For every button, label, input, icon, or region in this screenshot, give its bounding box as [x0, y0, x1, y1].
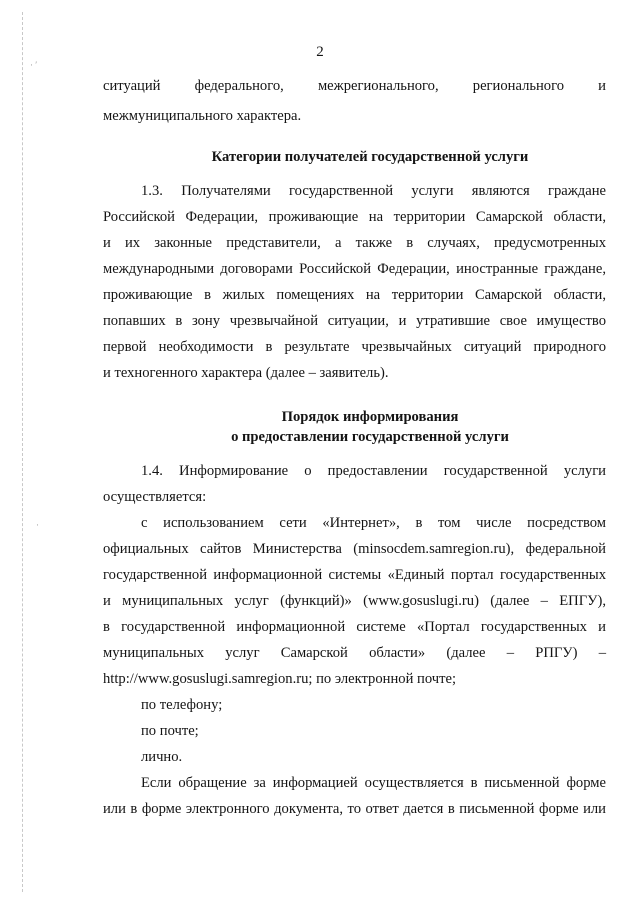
text-line: межмуниципального характера. — [103, 108, 302, 124]
section-heading-informing-line2: о предоставлении государственной услуги — [231, 429, 509, 445]
word: (далее — [446, 645, 486, 661]
paragraph-line: и их законные представители, а также в случаях, предусмотренных — [103, 235, 606, 251]
paragraph-line: осуществляется: — [103, 489, 207, 505]
paragraph-line: государственной информационной системы «Единый портал государственных — [103, 567, 606, 583]
paragraph-line: 1.4. Информирование о предоставлении государственной услуги — [141, 463, 606, 479]
word: РПГУ) — [535, 645, 578, 661]
paragraph-line: с использованием сети «Интернет», в том числе посредством — [141, 515, 606, 531]
word: услуг — [225, 645, 260, 661]
word: регионального — [472, 78, 565, 94]
page-number: 2 — [316, 44, 324, 60]
word: межрегионального, — [317, 78, 439, 94]
word: – — [598, 645, 606, 661]
text-line — [103, 76, 606, 96]
scan-margin-line — [22, 12, 23, 892]
word: и — [598, 78, 606, 94]
paragraph-line: первой необходимости в результате чрезвычайных ситуаций природного — [103, 339, 606, 355]
margin-mark: · ′ — [30, 60, 38, 70]
word: – — [506, 645, 514, 661]
word: области» — [369, 645, 426, 661]
margin-mark: · — [36, 520, 39, 530]
list-item-phone: по телефону; — [141, 697, 223, 713]
word: Самарской — [280, 645, 348, 661]
paragraph-line: в государственной информационной системе «Портал государственных и — [103, 619, 606, 635]
section-heading-informing: Порядок информирования — [281, 409, 459, 425]
paragraph-line: и муниципальных услуг (функций)» (www.gosuslugi.ru) (далее – ЕПГУ), — [103, 593, 606, 609]
paragraph-line: попавших в зону чрезвычайной ситуации, и утратившие свое имущество — [103, 313, 606, 329]
paragraph-line: 1.3. Получателями государственной услуги являются граждане — [141, 183, 606, 199]
paragraph-line: или в форме электронного документа, то ответ дается в письменной форме или — [103, 801, 606, 817]
word: муниципальных — [103, 645, 205, 661]
paragraph-line: проживающие в жилых помещениях на территории Самарской области, — [103, 287, 606, 303]
paragraph-line: и техногенного характера (далее – заявитель). — [103, 365, 389, 381]
list-item-mail: по почте; — [141, 723, 199, 739]
paragraph-line: международными договорами Российской Федерации, иностранные граждане, — [103, 261, 606, 277]
paragraph-line — [103, 643, 606, 663]
list-item-in-person: лично. — [141, 749, 183, 765]
paragraph-line: Если обращение за информацией осуществляется в письменной форме — [141, 775, 606, 791]
paragraph-line: http://www.gosuslugi.samregion.ru; по электронной почте; — [103, 671, 456, 687]
paragraph-line: Российской Федерации, проживающие на территории Самарской области, — [103, 209, 606, 225]
word: федерального, — [194, 78, 284, 94]
word: ситуаций — [103, 78, 161, 94]
paragraph-line: официальных сайтов Министерства (minsocdem.samregion.ru), федеральной — [103, 541, 606, 557]
section-heading-categories: Категории получателей государственной услуги — [211, 149, 529, 165]
